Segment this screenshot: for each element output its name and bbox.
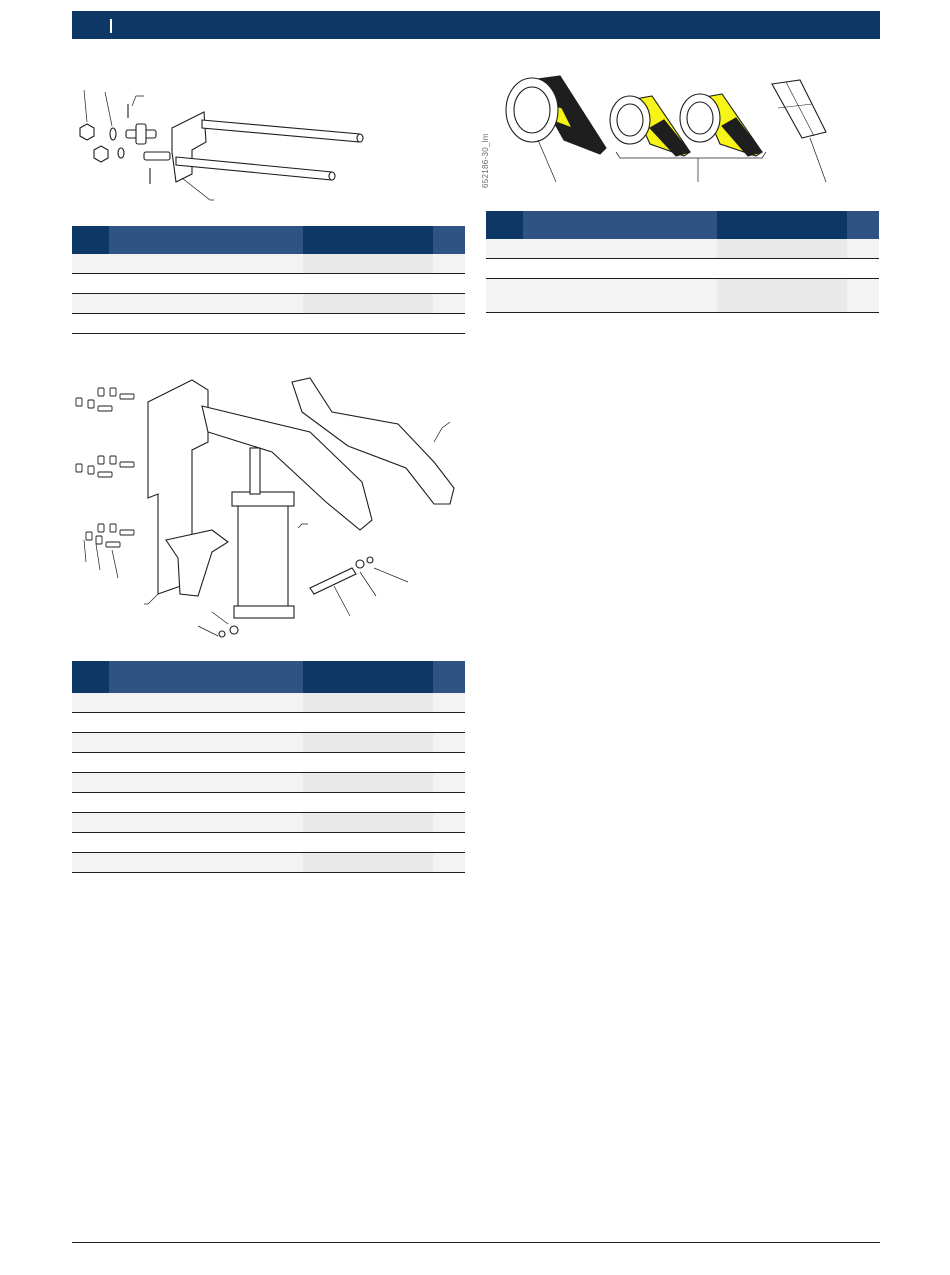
table-row: [72, 833, 465, 853]
figure-tapes: [500, 72, 840, 190]
table-row: [486, 259, 879, 279]
table-row: [72, 693, 465, 713]
header-marker: [110, 19, 112, 33]
column-header: [717, 211, 847, 239]
parts-table-tapes: [486, 211, 879, 313]
parts-table-mounting-kit: [72, 226, 465, 334]
column-header: [303, 661, 433, 693]
figure-bead-breaker: [62, 372, 462, 642]
column-header: [72, 226, 109, 254]
column-header: [72, 661, 109, 693]
column-header: [433, 661, 465, 693]
table-row: [486, 279, 879, 313]
table-row: [72, 254, 465, 274]
column-header: [303, 226, 433, 254]
parts-table-bead-breaker: [72, 661, 465, 873]
table-row: [72, 773, 465, 793]
column-header: [847, 211, 879, 239]
column-header: [433, 226, 465, 254]
column-header: [109, 226, 303, 254]
mounting-shafts-drawing: [72, 82, 372, 212]
bead-breaker-drawing: [62, 372, 462, 642]
table-row: [72, 314, 465, 334]
column-header: [109, 661, 303, 693]
page-header-bar: [72, 11, 880, 39]
column-header: [486, 211, 523, 239]
table-row: [72, 853, 465, 873]
figure-mounting-shafts: [72, 82, 372, 212]
tapes-drawing: [500, 72, 840, 190]
table-row: [72, 274, 465, 294]
table-row: [72, 713, 465, 733]
table-row: [72, 733, 465, 753]
table-row: [72, 793, 465, 813]
column-header: [523, 211, 717, 239]
footer-rule: [72, 1242, 880, 1243]
table-row: [72, 294, 465, 314]
table-row: [72, 813, 465, 833]
table-row: [486, 239, 879, 259]
table-row: [72, 753, 465, 773]
